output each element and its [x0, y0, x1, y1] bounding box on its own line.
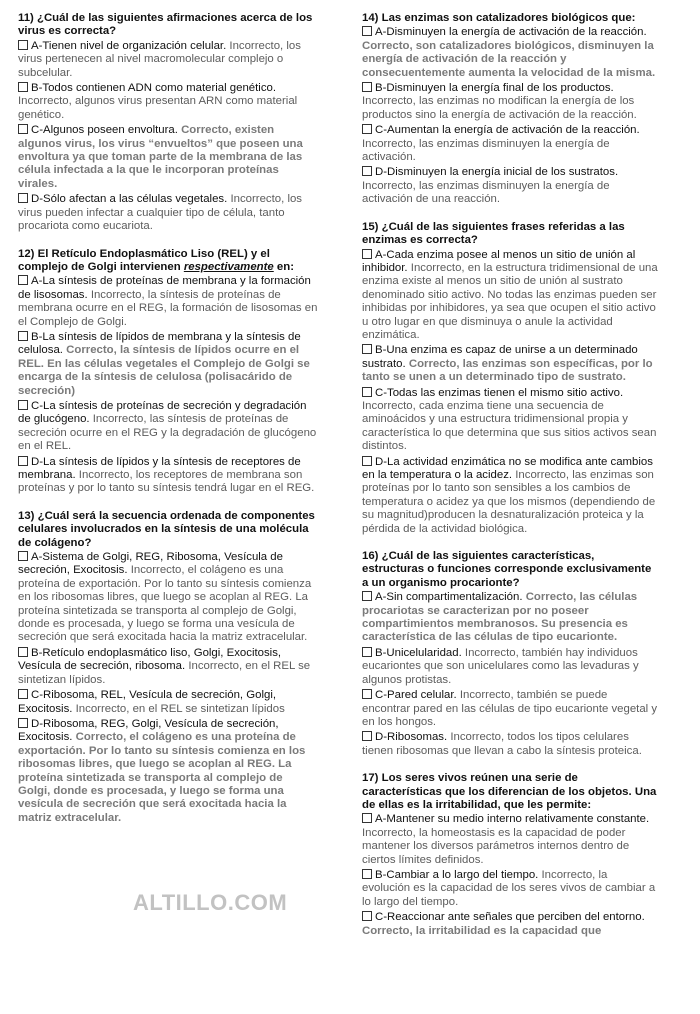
option-text: D-La síntesis de lípidos y la síntesis de receptores de membrana. — [18, 455, 301, 481]
checkbox-icon[interactable] — [362, 166, 372, 176]
feedback-incorrect: Incorrecto, cada enzima tiene una secuencia de aminoácidos y una estructura tridimensional propia y característica lo que determina que sus sitios activos sean distintos. — [362, 399, 657, 453]
option-text: B-La síntesis de lípidos de membrana y la síntesis de celulosa. — [18, 330, 301, 357]
checkbox-icon[interactable] — [362, 456, 372, 466]
answer-option[interactable] — [362, 813, 658, 867]
answer-option[interactable] — [18, 331, 318, 398]
answer-option[interactable] — [18, 689, 318, 716]
answer-option[interactable] — [362, 166, 658, 206]
checkbox-icon[interactable] — [18, 689, 28, 699]
answer-option[interactable] — [18, 456, 318, 496]
option-text: A-Sistema de Golgi, REG, Ribosoma, Vesícula de secreción, Exocitosis. — [18, 551, 283, 577]
answer-option[interactable] — [362, 124, 658, 164]
option-text: A-Cada enzima posee al menos un sitio de unión al inhibidor. — [362, 248, 636, 274]
option-text: C-Reaccionar ante señales que perciben del entorno. — [375, 911, 645, 924]
checkbox-icon[interactable] — [18, 40, 28, 50]
question-block — [18, 510, 318, 825]
feedback-incorrect: Incorrecto, el colágeno es una proteína de exportación. Por lo tanto su síntesis comienza en los ribosomas libres, que luego se acoplan al REG. La proteína sintetizada se transporta al complejo de Golgi, donde es procesada, y luego se forma una vesícula de secreción que será exocitada hacia la matriz extracelular. — [18, 564, 312, 644]
option-text: B-Una enzima es capaz de unirse a un determinado sustrato. — [362, 344, 638, 370]
answer-option[interactable] — [18, 82, 318, 122]
feedback-correct: Correcto, son catalizadores biológicos, disminuyen la energía de activación de la reacción y consecuentemente aumenta la velocidad de la misma. — [362, 39, 656, 79]
checkbox-icon[interactable] — [18, 551, 28, 561]
option-text: D-Ribosoma, REG, Golgi, Vesícula de secreción, Exocitosis. — [18, 717, 279, 744]
feedback-incorrect: Incorrecto, los virus pertenecen al nivel macromolecular complejo o subcelular. — [18, 39, 301, 79]
question-block — [18, 12, 318, 234]
checkbox-icon[interactable] — [362, 26, 372, 36]
option-text: B-Todos contienen ADN como material genético. — [31, 82, 277, 95]
option-text: A-Disminuyen la energía de activación de la reacción. — [375, 26, 647, 39]
feedback-correct: Correcto, las enzimas son específicas, por lo tanto se unen a un determinado tipo de sustrato. — [362, 357, 653, 384]
feedback-incorrect: Incorrecto, también se puede encontrar pared en las células de tipo eucarionte vegetal y en los hongos. — [362, 689, 658, 728]
option-text: C-Algunos poseen envoltura. — [31, 124, 178, 137]
checkbox-icon[interactable] — [18, 82, 28, 92]
question-title: 15) ¿Cuál de las siguientes frases referidas a las enzimas es correcta? — [362, 220, 625, 247]
answer-option[interactable] — [362, 82, 658, 122]
checkbox-icon[interactable] — [362, 813, 372, 823]
feedback-correct: Correcto, el colágeno es una proteína de exportación. Por lo tanto su síntesis comienza en los ribosomas libres, que luego se acoplan al REG. La proteína sintetizada se transporta al complejo de Golgi, donde es procesada, y luego se forma una vesícula de secreción que será exocitada hacia la matriz extracelular. — [18, 731, 306, 824]
feedback-incorrect: Incorrecto, las enzimas disminuyen la energía de activación de una reacción. — [362, 179, 610, 206]
checkbox-icon[interactable] — [362, 647, 372, 657]
feedback-incorrect: Incorrecto, la homeostasis es la capacidad de poder mantener los diversos parámetros internos dentro de ciertos límites definidos. — [362, 826, 630, 866]
right-column — [362, 12, 658, 952]
feedback-incorrect: Incorrecto, la evolución es la capacidad de los seres vivos de cambiar a lo largo del tiempo. — [362, 868, 656, 908]
checkbox-icon[interactable] — [18, 400, 28, 410]
question-block — [362, 221, 658, 536]
question-block — [18, 248, 318, 496]
answer-option[interactable] — [362, 344, 658, 384]
checkbox-icon[interactable] — [18, 193, 28, 203]
option-text: D-La actividad enzimática no se modifica ante cambios en la temperatura o la acidez. — [362, 455, 653, 481]
option-text: B-Cambiar a lo largo del tiempo. — [375, 868, 539, 881]
feedback-incorrect: Incorrecto, los receptores de membrana son proteínas y por lo tanto su síntesis tendrá lugar en el REG. — [18, 469, 315, 495]
option-text: A-Sin compartimentalización. — [375, 591, 523, 604]
question-title — [18, 248, 318, 275]
feedback-correct: Correcto, existen algunos virus, los virus “envueltos” que poseen una envoltura ya que toman parte de la membrana de las célula infectada a la que le incorporan proteínas virales. — [18, 124, 303, 190]
option-text: D-Ribosomas. — [375, 731, 448, 744]
feedback-incorrect: Incorrecto, algunos virus presentan ARN como material genético. — [18, 95, 298, 121]
feedback-correct: Correcto, la irritabilidad es la capacidad que — [362, 924, 602, 937]
answer-option[interactable] — [362, 387, 658, 454]
feedback-incorrect: Incorrecto, todos los tipos celulares tienen ribosomas que llevan a cabo la síntesis proteica. — [362, 731, 642, 757]
option-text: B-Retículo endoplasmático liso, Golgi, Exocitosis, Vesícula de secreción, ribosoma. — [18, 646, 282, 673]
checkbox-icon[interactable] — [362, 387, 372, 397]
answer-option[interactable] — [362, 689, 658, 729]
checkbox-icon[interactable] — [362, 731, 372, 741]
feedback-correct: Correcto, las células procariotas se caracterizan por no poseer compartimientos membranosos. Su presencia es característica de las células de tipo eucarionte. — [362, 591, 638, 644]
feedback-incorrect: Incorrecto, las enzimas disminuyen la energía de activación. — [362, 137, 610, 164]
answer-option[interactable] — [362, 731, 658, 758]
answer-option[interactable] — [362, 911, 658, 938]
checkbox-icon[interactable] — [18, 275, 28, 285]
feedback-incorrect: Incorrecto, los virus pueden infectar a cualquier tipo de célula, tanto procariota como eucariota. — [18, 193, 303, 233]
feedback-incorrect: Incorrecto, en el REL se sintetizan lípidos — [75, 702, 285, 715]
option-text: D-Sólo afectan a las células vegetales. — [31, 193, 228, 206]
feedback-incorrect: Incorrecto, también hay individuos eucariontes que son unicelulares como las levaduras y algunos protistas. — [362, 646, 639, 686]
option-text: A-Tienen nivel de organización celular. — [31, 39, 227, 52]
feedback-incorrect: Incorrecto, la síntesis de proteínas de membrana ocurre en el REG, la formación de lisosomas en el Complejo de Golgi. — [18, 288, 318, 328]
feedback-incorrect: Incorrecto, las enzimas son proteínas por lo tanto son sensibles a los cambios de temperatura o acidez ya que los mismos (dependiendo de su magnitud)producen la desnaturalización proteica y la pérdida de la actividad biológica. — [362, 469, 656, 535]
checkbox-icon[interactable] — [362, 911, 372, 921]
checkbox-icon[interactable] — [362, 591, 372, 601]
question-title: 16) ¿Cuál de las siguientes características, estructuras o funciones corresponde exclusivamente a un organismo procarionte? — [362, 550, 652, 589]
question-title-text: en: — [273, 260, 295, 273]
watermark-logo: ALTILLO.COM — [133, 890, 288, 915]
question-block — [362, 12, 658, 207]
checkbox-icon[interactable] — [18, 456, 28, 466]
question-title: 17) Los seres vivos reúnen una serie de características que los diferencian de los objetos. Una de ellas es la irritabilidad, que les permite: — [362, 772, 657, 811]
question-title: 13) ¿Cuál será la secuencia ordenada de componentes celulares involucrados en la síntesis de una molécula de colágeno? — [18, 509, 315, 549]
option-text: B-Disminuyen la energía final de los productos. — [375, 82, 614, 95]
checkbox-icon[interactable] — [362, 124, 372, 134]
checkbox-icon[interactable] — [18, 647, 28, 657]
option-text: A-Mantener su medio interno relativamente constante. — [375, 813, 650, 826]
answer-option[interactable] — [18, 193, 318, 233]
option-text: C-La síntesis de proteínas de secreción y degradación de glucógeno. — [18, 399, 307, 426]
checkbox-icon[interactable] — [362, 689, 372, 699]
feedback-correct: Correcto, la síntesis de lípidos ocurre en el REL. En las células vegetales el Complejo de Golgi se encarga de la síntesis de celulosa (polisacárido de secreción) — [18, 344, 310, 397]
answer-option[interactable] — [18, 718, 318, 825]
option-text: A-La síntesis de proteínas de membrana y la formación de lisosomas. — [18, 275, 311, 301]
answer-option[interactable] — [18, 551, 318, 645]
checkbox-icon[interactable] — [18, 124, 28, 134]
feedback-incorrect: Incorrecto, en la estructura tridimensional de una enzima existe al menos un sitio de unión al sustrato denominado sitio activo. No todas las enzimas pueden ser inhibidas por inhibidores, ya sea que ocupen el sitio activo u otro lugar en que disminuya o anule la actividad enzimática. — [362, 261, 658, 341]
checkbox-icon[interactable] — [18, 331, 28, 341]
answer-option[interactable] — [18, 647, 318, 687]
feedback-incorrect: Incorrecto, las síntesis de proteínas de secreción ocurre en el REG y la degradación de glucógeno en el REL. — [18, 413, 317, 453]
question-title: 11) ¿Cuál de las siguientes afirmaciones acerca de los virus es correcta? — [18, 12, 313, 38]
question-block — [362, 550, 658, 758]
answer-option[interactable] — [362, 456, 658, 536]
question-title-emphasis: respectivamente — [183, 260, 274, 273]
answer-option[interactable] — [362, 869, 658, 909]
option-text: D-Disminuyen la energía inicial de los sustratos. — [375, 166, 619, 179]
option-text: C-Todas las enzimas tienen el mismo sitio activo. — [375, 386, 624, 399]
left-column — [18, 12, 318, 839]
question-block — [362, 772, 658, 938]
answer-option[interactable] — [18, 275, 318, 329]
answer-option[interactable] — [362, 249, 658, 343]
answer-option[interactable] — [362, 647, 658, 687]
option-text: C-Ribosoma, REL, Vesícula de secreción, Golgi, Exocitosis. — [18, 689, 277, 715]
checkbox-icon[interactable] — [18, 718, 28, 728]
feedback-incorrect: Incorrecto, las enzimas no modifican la energía de los productos sino la energía de activación de la reacción. — [362, 95, 637, 121]
question-title: 14) Las enzimas son catalizadores biológicos que: — [362, 12, 636, 24]
checkbox-icon[interactable] — [362, 869, 372, 879]
checkbox-icon[interactable] — [362, 82, 372, 92]
answer-option[interactable] — [18, 400, 318, 454]
answer-option[interactable] — [18, 40, 318, 80]
feedback-incorrect: Incorrecto, en el REL se sintetizan lípidos. — [18, 660, 311, 686]
checkbox-icon[interactable] — [362, 344, 372, 354]
option-text: C-Aumentan la energía de activación de la reacción. — [375, 124, 640, 137]
answer-option[interactable] — [18, 124, 318, 191]
option-text: C-Pared celular. — [375, 689, 457, 702]
answer-option[interactable] — [362, 591, 658, 645]
checkbox-icon[interactable] — [362, 249, 372, 259]
option-text: B-Unicelularidad. — [375, 646, 462, 659]
answer-option[interactable] — [362, 26, 658, 80]
question-title-text: 12) El Retículo Endoplasmático Liso (REL) y el complejo de Golgi intervienen — [18, 247, 270, 273]
